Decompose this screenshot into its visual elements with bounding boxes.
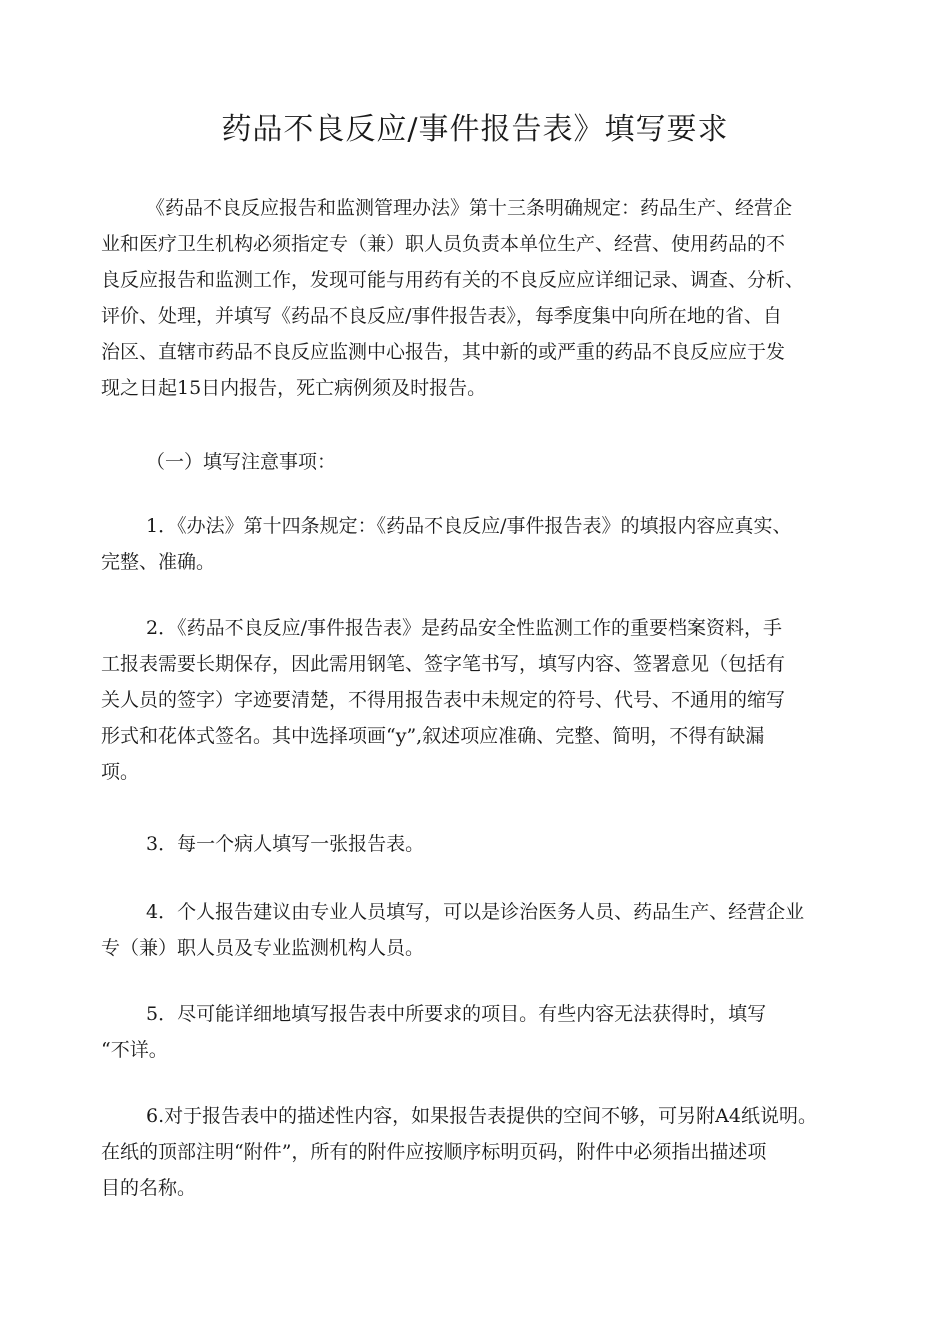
item-2-line: 关人员的签字）字迹要清楚，不得用报告表中未规定的符号、代号、不通用的缩写 (101, 689, 786, 711)
item-2-line: 工报表需要长期保存，因此需用钢笔、签字笔书写，填写内容、签署意见（包括有 (101, 653, 786, 675)
intro-line: 治区、直辖市药品不良反应监测中心报告，其中新的或严重的药品不良反应应于发 (101, 341, 786, 363)
item-1-line: 完整、准确。 (101, 551, 216, 573)
item-2-line: 项。 (101, 761, 140, 783)
item-2-line: 形式和花体式签名。其中选择项画“y”,叙述项应准确、完整、简明，不得有缺漏 (101, 725, 765, 747)
item-5-line: “不详。 (101, 1039, 168, 1061)
item-6-line: 在纸的顶部注明“附件”，所有的附件应按顺序标明页码，附件中必须指出描述项 (101, 1141, 767, 1163)
intro-line: 业和医疗卫生机构必须指定专（兼）职人员负责本单位生产、经营、使用药品的不 (101, 233, 786, 255)
item-4-line: 4．个人报告建议由专业人员填写，可以是诊治医务人员、药品生产、经营企业 (146, 901, 805, 923)
intro-line: 现之日起15日内报告，死亡病例须及时报告。 (101, 377, 487, 399)
item-2-line: 2．《药品不良反应/事件报告表》是药品安全性监测工作的重要档案资料，手 (146, 617, 782, 639)
intro-line: 《药品不良反应报告和监测管理办法》第十三条明确规定：药品生产、经营企 (146, 197, 793, 219)
item-4-line: 专（兼）职人员及专业监测机构人员。 (101, 937, 425, 959)
intro-line: 评价、处理，并填写《药品不良反应/事件报告表》，每季度集中向所在地的省、自 (101, 305, 782, 327)
item-6-line: 目的名称。 (101, 1177, 197, 1199)
section-heading: （一）填写注意事项： (146, 451, 337, 473)
item-5-line: 5．尽可能详细地填写报告表中所要求的项目。有些内容无法获得时，填写 (146, 1003, 767, 1025)
item-3-line: 3．每一个病人填写一张报告表。 (146, 833, 425, 855)
intro-line: 良反应报告和监测工作，发现可能与用药有关的不良反应应详细记录、调查、分析、 (101, 269, 805, 291)
item-1-line: 1．《办法》第十四条规定：《药品不良反应/事件报告表》的填报内容应真实、 (146, 515, 792, 537)
item-6-line: 6.对于报告表中的描述性内容，如果报告表提供的空间不够，可另附A4纸说明。 (146, 1105, 817, 1127)
page-title: 药品不良反应/事件报告表》填写要求 (221, 112, 729, 147)
